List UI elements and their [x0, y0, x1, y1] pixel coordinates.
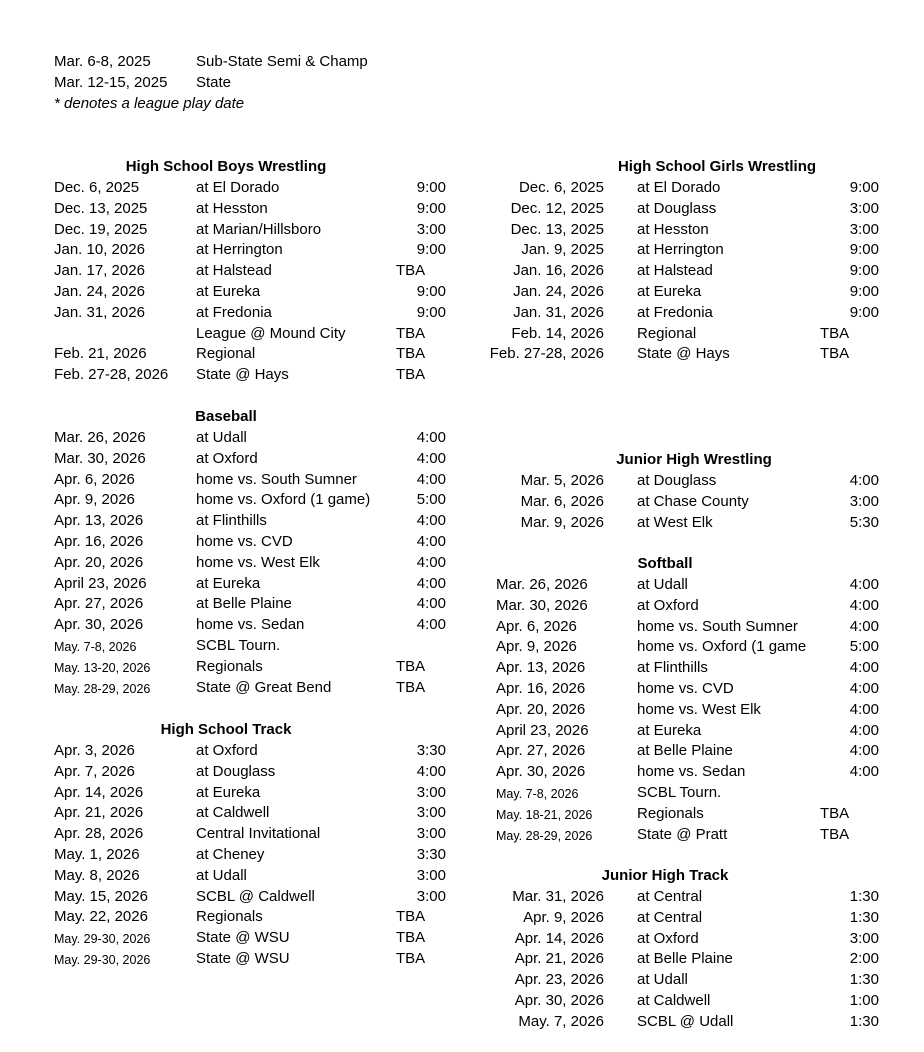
baseball-row-date: Apr. 27, 2026 [54, 595, 144, 612]
girls-wrestling-row-date: Feb. 14, 2026 [511, 325, 604, 342]
jh-wrestling-row-event: at Douglass [637, 472, 717, 489]
softball-row-event: at Oxford [637, 597, 699, 614]
hs-track-row-date: May. 15, 2026 [54, 888, 148, 905]
jh-track-row-event: at Belle Plaine [637, 950, 733, 967]
softball-row-event: at Udall [637, 576, 688, 593]
baseball-row-date: April 23, 2026 [54, 575, 147, 592]
girls-wrestling-row-time: TBA [820, 345, 850, 362]
boys-wrestling-row-time: 9:00 [416, 304, 446, 321]
hs-track-row-date: May. 29-30, 2026 [54, 932, 151, 946]
baseball-row-date: Apr. 6, 2026 [54, 471, 135, 488]
hs-track-row-event: State @ WSU [196, 929, 290, 946]
baseball-row-event: home vs. Sedan [196, 616, 305, 633]
jh-track-row-date: Apr. 21, 2026 [514, 950, 604, 967]
girls-wrestling-row-date: Jan. 24, 2026 [513, 283, 604, 300]
softball-row-date: Apr. 13, 2026 [496, 659, 586, 676]
girls-wrestling-row-time: 9:00 [849, 179, 879, 196]
hs-track-row-date: May. 8, 2026 [54, 867, 140, 884]
baseball-row-time: TBA [396, 658, 426, 675]
hs-track-row-time: 3:00 [416, 888, 446, 905]
girls-wrestling-row-date: Dec. 13, 2025 [510, 221, 604, 238]
hs-track-row-event: at Eureka [196, 784, 261, 801]
baseball-row-event: State @ Great Bend [196, 679, 332, 696]
jh-track-row-time: 1:30 [849, 1013, 879, 1030]
hs-track-row-event: at Oxford [196, 742, 258, 759]
softball-row-event: home vs. CVD [637, 680, 734, 697]
girls-wrestling-row-time: 3:00 [849, 200, 879, 217]
baseball-row-event: at Udall [196, 429, 247, 446]
hs-track-row-date: Apr. 21, 2026 [54, 804, 144, 821]
softball-row-event: at Flinthills [637, 659, 708, 676]
boys-wrestling-row-time: TBA [396, 366, 426, 383]
softball-row-time: TBA [820, 826, 850, 843]
softball-row-time: TBA [820, 805, 850, 822]
girls-wrestling-row-event: at Eureka [637, 283, 702, 300]
girls-wrestling-row-event: at El Dorado [637, 179, 721, 196]
jh-track-row-date: Apr. 30, 2026 [514, 992, 604, 1009]
jh-track-row-time: 1:00 [849, 992, 879, 1009]
hs-track-row-time: 4:00 [416, 763, 446, 780]
header-event: State [196, 74, 232, 91]
hs-track-row-time: TBA [396, 950, 426, 967]
baseball-row-time: 4:00 [416, 554, 446, 571]
hs-track-row-event: at Caldwell [196, 804, 270, 821]
hs-track-row-time: 3:00 [416, 804, 446, 821]
boys-wrestling-row-time: 9:00 [416, 200, 446, 217]
boys-wrestling-row-event: State @ Hays [196, 366, 289, 383]
jh-track-row-event: at Oxford [637, 930, 699, 947]
baseball-row-date: Mar. 30, 2026 [54, 450, 146, 467]
jh-track-row-time: 1:30 [849, 909, 879, 926]
hs-track-row-event: at Udall [196, 867, 247, 884]
hs-track-row-event: Central Invitational [196, 825, 321, 842]
jh-track-row-time: 1:30 [849, 888, 879, 905]
baseball-row-time: 4:00 [416, 595, 446, 612]
baseball-row-date: Apr. 30, 2026 [54, 616, 144, 633]
baseball-row-event: home vs. West Elk [196, 554, 320, 571]
hs-track-row-time: 3:00 [416, 825, 446, 842]
softball-row-date: Apr. 30, 2026 [496, 763, 586, 780]
girls-wrestling-row-date: Jan. 9, 2025 [521, 241, 604, 258]
hs-track-row-date: Apr. 14, 2026 [54, 784, 144, 801]
baseball-row-event: home vs. Oxford (1 game) [196, 491, 371, 508]
hs-track-row-event: at Cheney [196, 846, 265, 863]
hs-track-row-date: May. 29-30, 2026 [54, 953, 151, 967]
boys-wrestling-row-time: 3:00 [416, 221, 446, 238]
boys-wrestling-row-event: at Fredonia [196, 304, 272, 321]
baseball-row-event: SCBL Tourn. [196, 637, 281, 654]
softball-row-date: Apr. 6, 2026 [496, 618, 577, 635]
jh-wrestling-row-event: at West Elk [637, 514, 713, 531]
softball-row-date: Apr. 20, 2026 [496, 701, 586, 718]
baseball-row-date: May. 28-29, 2026 [54, 682, 151, 696]
baseball-row-date: Mar. 26, 2026 [54, 429, 146, 446]
baseball-row-event: at Oxford [196, 450, 258, 467]
boys-wrestling-row-date: Feb. 21, 2026 [54, 345, 147, 362]
jh-wrestling-row-date: Mar. 9, 2026 [520, 514, 604, 531]
jh-track-row-time: 3:00 [849, 930, 879, 947]
softball-row-date: May. 18-21, 2026 [496, 808, 593, 822]
softball-row-event: home vs. South Sumner [637, 618, 798, 635]
girls-wrestling-row-time: 9:00 [849, 262, 879, 279]
boys-wrestling-row-event: at El Dorado [196, 179, 280, 196]
baseball-row-time: 4:00 [416, 575, 446, 592]
hs-track-row-event: at Douglass [196, 763, 276, 780]
girls-wrestling-row-date: Feb. 27-28, 2026 [489, 345, 604, 362]
header-date: Mar. 12-15, 2025 [54, 74, 168, 91]
hs-track-title: High School Track [160, 721, 292, 738]
baseball-row-event: at Belle Plaine [196, 595, 292, 612]
baseball-row-date: May. 7-8, 2026 [54, 640, 137, 654]
girls-wrestling-row-date: Dec. 12, 2025 [510, 200, 604, 217]
hs-track-row-event: SCBL @ Caldwell [196, 888, 315, 905]
hs-track-row-time: 3:00 [416, 784, 446, 801]
hs-track-row-time: 3:00 [416, 867, 446, 884]
boys-wrestling-row-date: Jan. 31, 2026 [54, 304, 145, 321]
boys-wrestling-row-event: at Eureka [196, 283, 261, 300]
boys-wrestling-row-event: at Hesston [196, 200, 268, 217]
softball-row-date: May. 28-29, 2026 [496, 829, 593, 843]
baseball-row-event: home vs. CVD [196, 533, 293, 550]
boys-wrestling-row-time: 9:00 [416, 283, 446, 300]
softball-row-event: SCBL Tourn. [637, 784, 722, 801]
girls-wrestling-row-time: 3:00 [849, 221, 879, 238]
softball-row-time: 5:00 [849, 638, 879, 655]
girls-wrestling-row-time: 9:00 [849, 283, 879, 300]
baseball-row-time: 5:00 [416, 491, 446, 508]
girls-wrestling-row-event: at Hesston [637, 221, 709, 238]
baseball-row-time: 4:00 [416, 429, 446, 446]
softball-row-event: State @ Pratt [637, 826, 728, 843]
baseball-row-event: home vs. South Sumner [196, 471, 357, 488]
girls-wrestling-title: High School Girls Wrestling [617, 158, 817, 175]
baseball-row-date: Apr. 20, 2026 [54, 554, 144, 571]
baseball-row-event: at Flinthills [196, 512, 267, 529]
girls-wrestling-row-event: at Fredonia [637, 304, 713, 321]
baseball-row-time: TBA [396, 679, 426, 696]
baseball-row-time: 4:00 [416, 616, 446, 633]
jh-track-row-date: Apr. 9, 2026 [523, 909, 604, 926]
softball-row-event: at Eureka [637, 722, 702, 739]
baseball-title: Baseball [195, 408, 257, 425]
jh-track-row-event: at Central [637, 909, 703, 926]
boys-wrestling-row-event: at Marian/Hillsboro [196, 221, 322, 238]
softball-row-time: 4:00 [849, 701, 879, 718]
jh-wrestling-row-date: Mar. 5, 2026 [520, 472, 604, 489]
boys-wrestling-row-time: TBA [396, 325, 426, 342]
girls-wrestling-row-event: Regional [637, 325, 697, 342]
hs-track-row-date: May. 22, 2026 [54, 908, 148, 925]
softball-row-time: 4:00 [849, 742, 879, 759]
hs-track-row-date: Apr. 7, 2026 [54, 763, 135, 780]
jh-wrestling-row-time: 5:30 [849, 514, 879, 531]
jh-track-row-time: 2:00 [849, 950, 879, 967]
hs-track-row-date: Apr. 28, 2026 [54, 825, 144, 842]
header-event: Sub-State Semi & Champ [196, 53, 368, 70]
softball-row-date: Apr. 16, 2026 [496, 680, 586, 697]
baseball-row-time: 4:00 [416, 450, 446, 467]
girls-wrestling-row-time: TBA [820, 325, 850, 342]
boys-wrestling-row-event: at Herrington [196, 241, 283, 258]
jh-wrestling-title: Junior High Wrestling [616, 451, 772, 468]
hs-track-row-event: Regionals [196, 908, 263, 925]
girls-wrestling-row-event: at Halstead [637, 262, 713, 279]
softball-row-event: at Belle Plaine [637, 742, 733, 759]
softball-row-date: Mar. 30, 2026 [496, 597, 588, 614]
softball-row-time: 4:00 [849, 763, 879, 780]
softball-row-date: May. 7-8, 2026 [496, 787, 579, 801]
softball-row-time: 4:00 [849, 680, 879, 697]
hs-track-row-time: 3:30 [416, 742, 446, 759]
hs-track-row-date: Apr. 3, 2026 [54, 742, 135, 759]
girls-wrestling-row-date: Jan. 16, 2026 [513, 262, 604, 279]
baseball-row-time: 4:00 [416, 471, 446, 488]
hs-track-row-time: TBA [396, 929, 426, 946]
jh-track-row-date: May. 7, 2026 [518, 1013, 604, 1030]
boys-wrestling-row-event: League @ Mound City [196, 325, 346, 342]
baseball-row-time: 4:00 [416, 512, 446, 529]
boys-wrestling-row-date: Dec. 6, 2025 [54, 179, 140, 196]
softball-row-time: 4:00 [849, 618, 879, 635]
boys-wrestling-row-date: Dec. 13, 2025 [54, 200, 148, 217]
hs-track-row-time: 3:30 [416, 846, 446, 863]
league-note: * denotes a league play date [54, 95, 245, 112]
boys-wrestling-row-time: 9:00 [416, 179, 446, 196]
baseball-row-date: Apr. 9, 2026 [54, 491, 135, 508]
boys-wrestling-row-date: Jan. 24, 2026 [54, 283, 145, 300]
baseball-row-event: Regionals [196, 658, 263, 675]
softball-row-time: 4:00 [849, 597, 879, 614]
hs-track-row-date: May. 1, 2026 [54, 846, 140, 863]
girls-wrestling-row-date: Dec. 6, 2025 [518, 179, 604, 196]
softball-title: Softball [637, 555, 693, 572]
baseball-row-date: Apr. 16, 2026 [54, 533, 144, 550]
jh-track-row-date: Apr. 14, 2026 [514, 930, 604, 947]
girls-wrestling-row-event: State @ Hays [637, 345, 730, 362]
boys-wrestling-row-time: TBA [396, 262, 426, 279]
girls-wrestling-row-event: at Douglass [637, 200, 717, 217]
header-date: Mar. 6-8, 2025 [54, 53, 151, 70]
softball-row-event: home vs. West Elk [637, 701, 761, 718]
girls-wrestling-row-time: 9:00 [849, 241, 879, 258]
softball-row-date: Mar. 26, 2026 [496, 576, 588, 593]
jh-wrestling-row-time: 3:00 [849, 493, 879, 510]
boys-wrestling-row-date: Jan. 17, 2026 [54, 262, 145, 279]
baseball-row-date: May. 13-20, 2026 [54, 661, 151, 675]
softball-row-date: April 23, 2026 [496, 722, 589, 739]
softball-row-time: 4:00 [849, 576, 879, 593]
hs-track-row-time: TBA [396, 908, 426, 925]
jh-wrestling-row-date: Mar. 6, 2026 [520, 493, 604, 510]
jh-wrestling-row-time: 4:00 [849, 472, 879, 489]
softball-row-event: home vs. Sedan [637, 763, 746, 780]
jh-track-row-event: at Udall [637, 971, 688, 988]
softball-row-event: Regionals [637, 805, 704, 822]
softball-row-date: Apr. 9, 2026 [496, 638, 577, 655]
jh-track-title: Junior High Track [601, 867, 729, 884]
softball-row-time: 4:00 [849, 722, 879, 739]
boys-wrestling-row-date: Feb. 27-28, 2026 [54, 366, 169, 383]
boys-wrestling-row-event: at Halstead [196, 262, 272, 279]
boys-wrestling-row-time: TBA [396, 345, 426, 362]
jh-wrestling-row-event: at Chase County [637, 493, 749, 510]
boys-wrestling-row-date: Dec. 19, 2025 [54, 221, 148, 238]
jh-track-row-date: Apr. 23, 2026 [514, 971, 604, 988]
softball-row-event: home vs. Oxford (1 game [637, 638, 807, 655]
jh-track-row-event: SCBL @ Udall [637, 1013, 734, 1030]
baseball-row-time: 4:00 [416, 533, 446, 550]
jh-track-row-event: at Central [637, 888, 703, 905]
boys-wrestling-row-time: 9:00 [416, 241, 446, 258]
baseball-row-date: Apr. 13, 2026 [54, 512, 144, 529]
girls-wrestling-row-date: Jan. 31, 2026 [513, 304, 604, 321]
boys-wrestling-title: High School Boys Wrestling [125, 158, 327, 175]
baseball-row-event: at Eureka [196, 575, 261, 592]
hs-track-row-event: State @ WSU [196, 950, 290, 967]
softball-row-time: 4:00 [849, 659, 879, 676]
jh-track-row-event: at Caldwell [637, 992, 711, 1009]
jh-track-row-time: 1:30 [849, 971, 879, 988]
softball-row-date: Apr. 27, 2026 [496, 742, 586, 759]
boys-wrestling-row-event: Regional [196, 345, 256, 362]
boys-wrestling-row-date: Jan. 10, 2026 [54, 241, 145, 258]
girls-wrestling-row-event: at Herrington [637, 241, 724, 258]
jh-track-row-date: Mar. 31, 2026 [512, 888, 604, 905]
girls-wrestling-row-time: 9:00 [849, 304, 879, 321]
